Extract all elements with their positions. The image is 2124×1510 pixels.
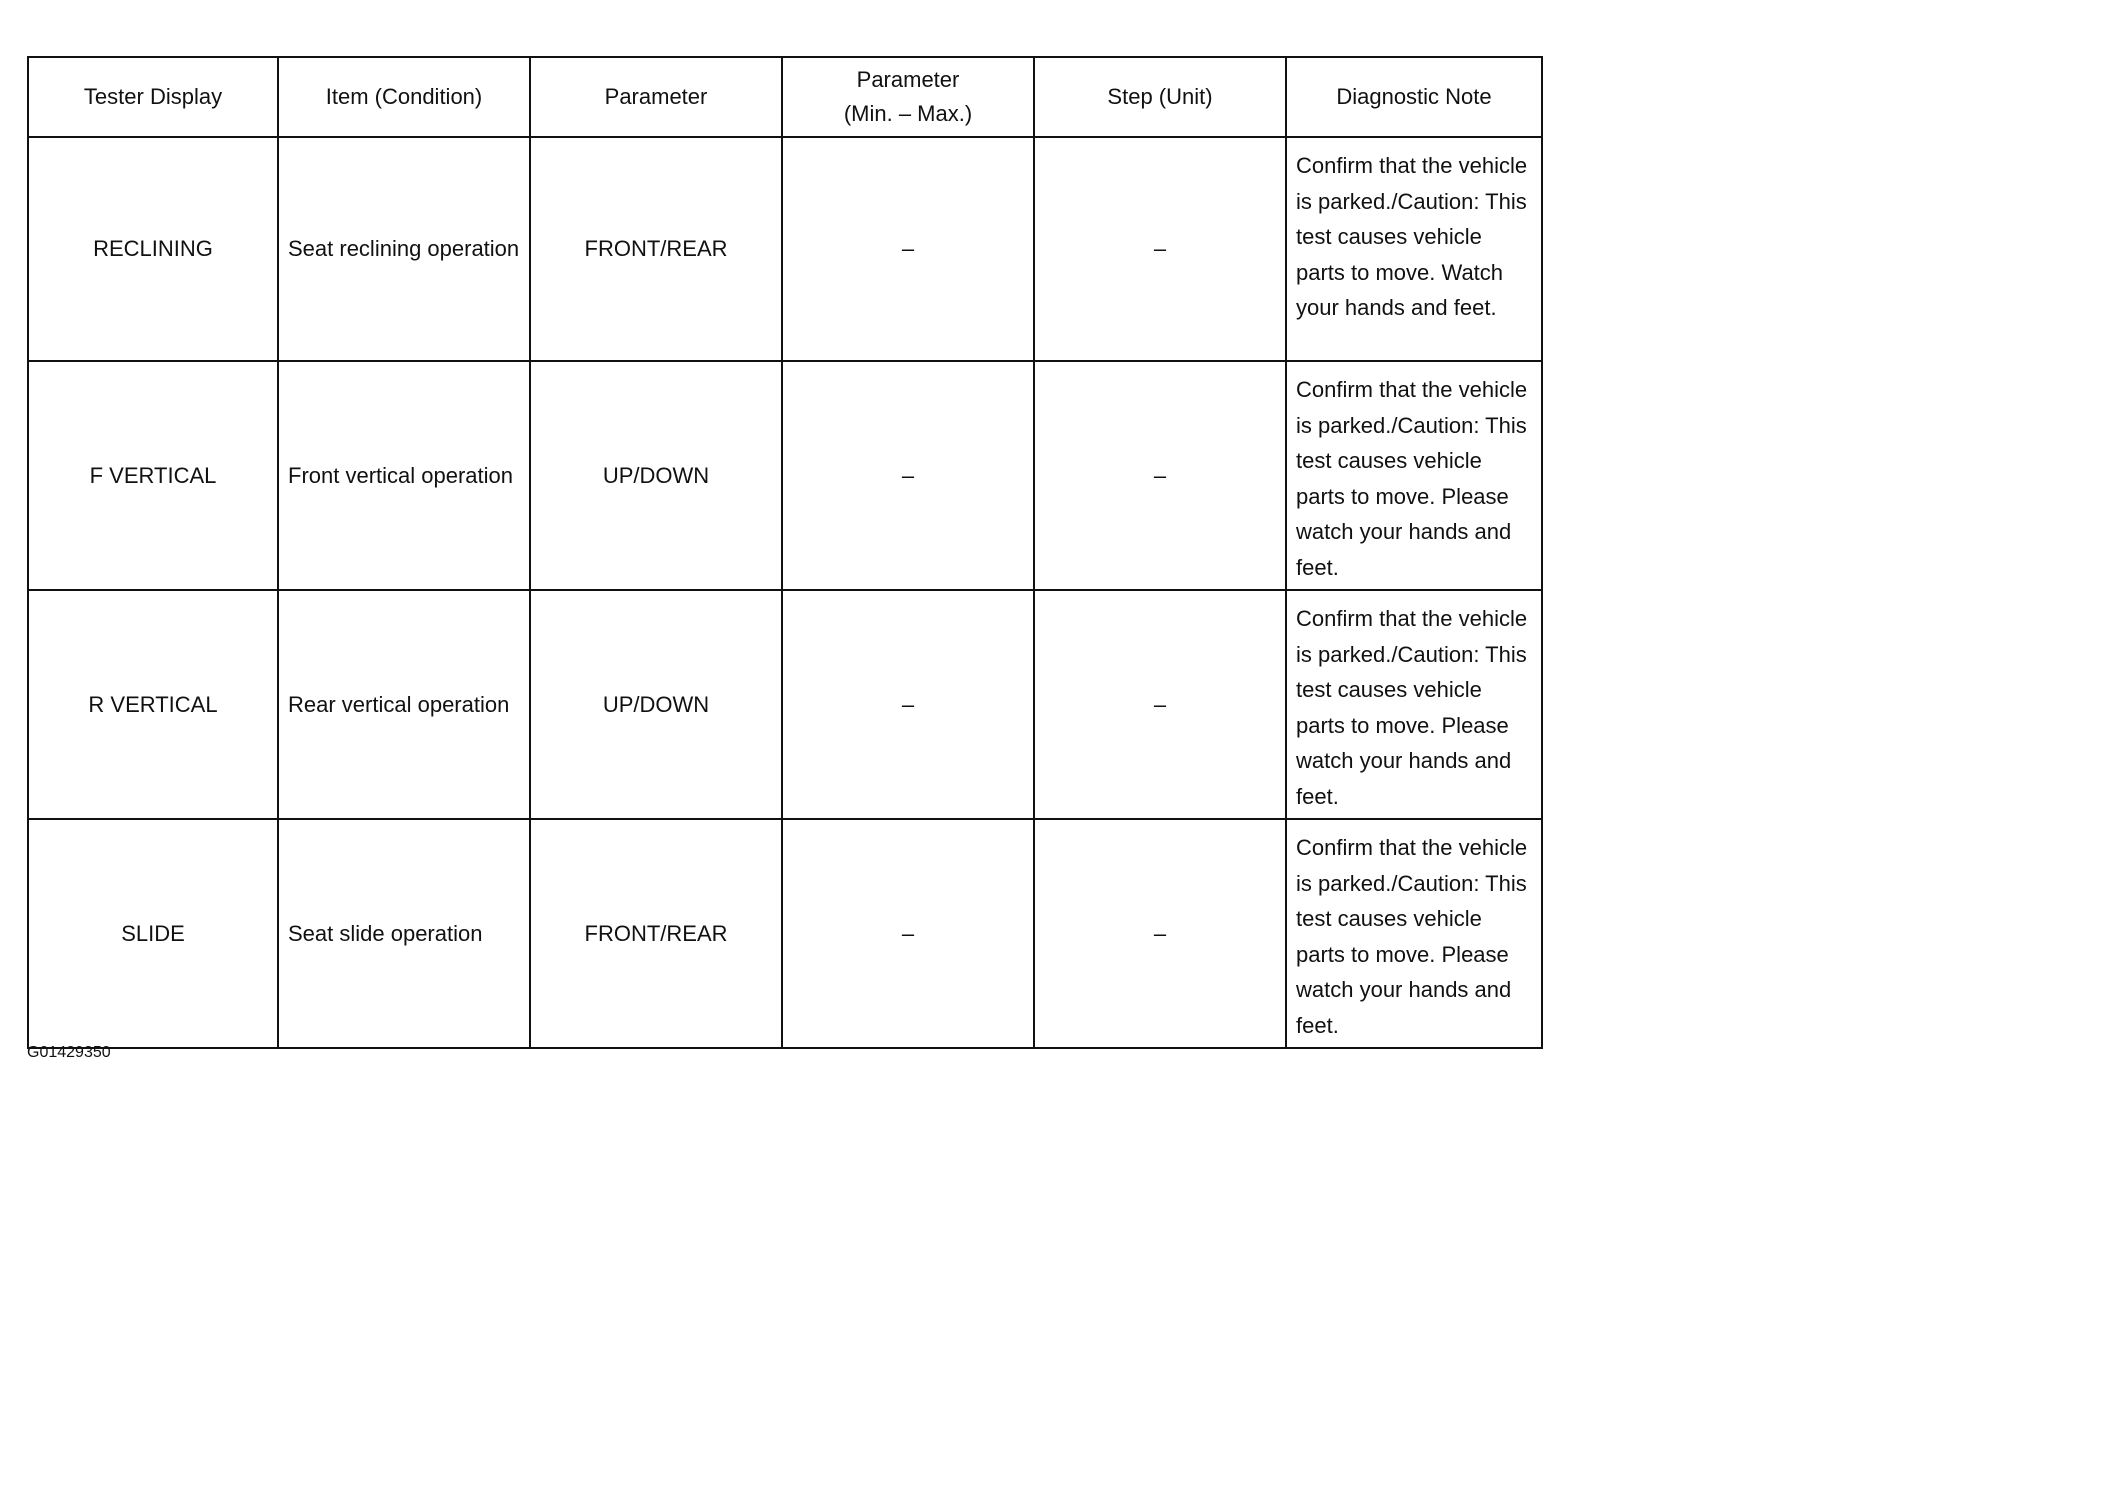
cell-parameter: UP/DOWN — [530, 590, 782, 819]
header-parameter-range-line1: Parameter — [856, 67, 960, 92]
cell-diagnostic-note: Confirm that the vehicle is parked./Caution: This test causes vehicle parts to move. Please watch your hands and feet. — [1286, 590, 1542, 819]
cell-item-condition: Rear vertical operation — [278, 590, 530, 819]
header-item-condition: Item (Condition) — [278, 57, 530, 137]
header-row — [28, 57, 1542, 137]
table-body — [28, 137, 1542, 1048]
cell-step-unit: – — [1034, 590, 1286, 819]
table-row-f-vertical — [28, 361, 1542, 590]
table-row-r-vertical — [28, 590, 1542, 819]
figure-id: G01429350 — [27, 1044, 111, 1061]
cell-diagnostic-note: Confirm that the vehicle is parked./Caution: This test causes vehicle parts to move. Please watch your hands and feet. — [1286, 819, 1542, 1048]
header-tester-display: Tester Display — [28, 57, 278, 137]
cell-item-condition: Front vertical operation — [278, 361, 530, 590]
cell-step-unit: – — [1034, 819, 1286, 1048]
cell-parameter-range: – — [782, 137, 1034, 361]
header-parameter: Parameter — [530, 57, 782, 137]
cell-item-condition: Seat slide operation — [278, 819, 530, 1048]
cell-parameter-range: – — [782, 361, 1034, 590]
cell-tester-display: RECLINING — [28, 137, 278, 361]
cell-parameter: UP/DOWN — [530, 361, 782, 590]
table-row-reclining — [28, 137, 1542, 361]
cell-parameter: FRONT/REAR — [530, 137, 782, 361]
active-test-table — [27, 56, 1543, 1049]
cell-parameter: FRONT/REAR — [530, 819, 782, 1048]
header-parameter-range-line2: (Min. – Max.) — [843, 101, 973, 126]
cell-parameter-range: – — [782, 590, 1034, 819]
cell-diagnostic-note: Confirm that the vehicle is parked./Caution: This test causes vehicle parts to move. Watch your hands and feet. — [1286, 137, 1542, 361]
table-row-slide — [28, 819, 1542, 1048]
header-parameter-range — [782, 57, 1034, 137]
cell-parameter-range: – — [782, 819, 1034, 1048]
cell-tester-display: SLIDE — [28, 819, 278, 1048]
cell-step-unit: – — [1034, 361, 1286, 590]
cell-tester-display: F VERTICAL — [28, 361, 278, 590]
cell-diagnostic-note: Confirm that the vehicle is parked./Caution: This test causes vehicle parts to move. Please watch your hands and feet. — [1286, 361, 1542, 590]
header-diagnostic-note: Diagnostic Note — [1286, 57, 1542, 137]
header-step-unit: Step (Unit) — [1034, 57, 1286, 137]
cell-step-unit: – — [1034, 137, 1286, 361]
table-header — [28, 57, 1542, 137]
cell-tester-display: R VERTICAL — [28, 590, 278, 819]
cell-item-condition: Seat reclining operation — [278, 137, 530, 361]
